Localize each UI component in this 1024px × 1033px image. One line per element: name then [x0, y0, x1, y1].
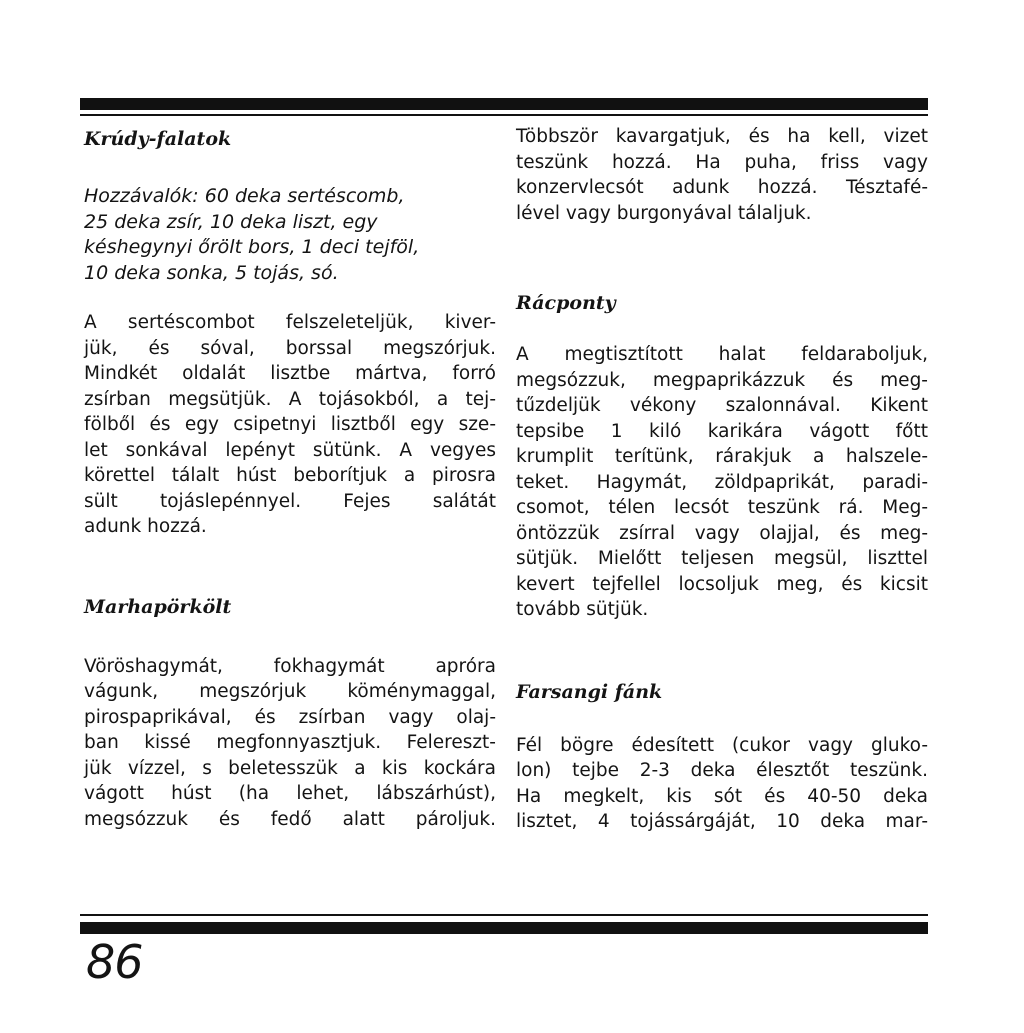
body-line: tovább sütjük.	[516, 599, 649, 620]
body-line: konzervlecsót adunk hozzá. Tésztafé-	[516, 177, 928, 198]
ingredients-line: Hozzávalók: 60 deka sertéscomb,	[84, 185, 405, 207]
body-line: lével vagy burgonyával tálaljuk.	[516, 202, 812, 224]
recipe-body-racponty	[516, 342, 928, 623]
body-line: Mindkét oldalát lisztbe mártva, forró	[84, 363, 496, 384]
ingredients-list	[84, 184, 496, 286]
continuation-text	[516, 124, 928, 226]
recipe-title-farsangi-fank: Farsangi fánk	[516, 680, 663, 703]
body-line: megsózzuk, megpaprikázzuk és meg-	[516, 369, 928, 391]
body-line: tűzdeljük vékony szalonnával. Kikent	[516, 395, 928, 416]
recipe-body-krudy-falatok	[84, 310, 496, 540]
body-line: öntözzük zsírral vagy olajjal, és meg-	[516, 522, 928, 544]
recipe-body-farsangi-fank	[516, 733, 928, 835]
body-line: sütjük. Mielőtt teljesen megsül, liszttel	[516, 548, 928, 569]
bottom-rule-thick	[80, 922, 928, 934]
page-number: 86	[86, 935, 143, 989]
body-line: körettel tálalt húst beborítjuk a pirosra	[84, 465, 496, 486]
body-line: vágott húst (ha lehet, lábszárhúst),	[84, 783, 496, 804]
ingredients-line: 10 deka sonka, 5 tojás, só.	[84, 261, 339, 284]
body-line: sült tojáslepénnyel. Fejes salátát	[84, 490, 496, 512]
body-line: kevert tejfellel locsoljuk meg, és kicsit	[516, 573, 928, 595]
body-line: A sertéscombot felszeleteljük, kiver-	[84, 312, 496, 333]
recipe-title-racponty: Rácponty	[516, 292, 616, 314]
right-column	[516, 118, 928, 835]
ingredients-line: 25 deka zsír, 10 deka liszt, egy	[84, 210, 378, 233]
recipe-title-krudy-falatok: Krúdy-falatok	[84, 128, 232, 150]
top-rule-thin	[80, 114, 928, 116]
body-line: let sonkával lepényt sütünk. A vegyes	[84, 439, 496, 461]
body-line: Fél bögre édesített (cukor vagy gluko-	[516, 734, 928, 756]
body-line: teszünk hozzá. Ha puha, friss vagy	[516, 151, 928, 173]
body-line: jük, és sóval, borssal megszórjuk.	[84, 337, 496, 359]
body-line: krumplit terítünk, rárakjuk a halszele-	[516, 446, 928, 467]
left-column	[84, 118, 496, 832]
body-line: Ha megkelt, kis sót és 40-50 deka	[516, 785, 928, 807]
body-line: jük vízzel, s beletesszük a kis kockára	[84, 757, 496, 779]
body-line: csomot, télen lecsót teszünk rá. Meg-	[516, 497, 928, 518]
body-line: fölből és egy csipetnyi lisztből egy sze-	[84, 414, 496, 435]
body-line: pirospaprikával, és zsírban vagy olaj-	[84, 706, 496, 728]
body-line: megsózzuk és fedő alatt pároljuk.	[84, 808, 496, 830]
body-line: zsírban megsütjük. A tojásokból, a tej-	[84, 388, 496, 410]
body-line: A megtisztított halat feldaraboljuk,	[516, 344, 928, 365]
top-rule-thick	[80, 98, 928, 110]
body-line: lisztet, 4 tojássárgáját, 10 deka mar-	[516, 811, 928, 832]
body-line: Többször kavargatjuk, és ha kell, vizet	[516, 126, 928, 147]
body-line: ban kissé megfonnyasztjuk. Felereszt-	[84, 732, 496, 753]
recipe-title-marhaporkolt: Marhapörkölt	[84, 595, 232, 618]
body-line: vágunk, megszórjuk köménymaggal,	[84, 681, 496, 702]
body-line: lon) tejbe 2-3 deka élesztőt teszünk.	[516, 760, 928, 781]
bottom-rule-thin	[80, 914, 928, 916]
body-line: teket. Hagymát, zöldpaprikát, paradi-	[516, 471, 928, 493]
body-line: adunk hozzá.	[84, 516, 207, 537]
body-line: Vöröshagymát, fokhagymát apróra	[84, 655, 496, 677]
ingredients-line: késhegynyi őrölt bors, 1 deci tejföl,	[84, 236, 420, 258]
recipe-body-marhaporkolt	[84, 654, 496, 833]
body-line: tepsibe 1 kiló karikára vágott főtt	[516, 420, 928, 442]
